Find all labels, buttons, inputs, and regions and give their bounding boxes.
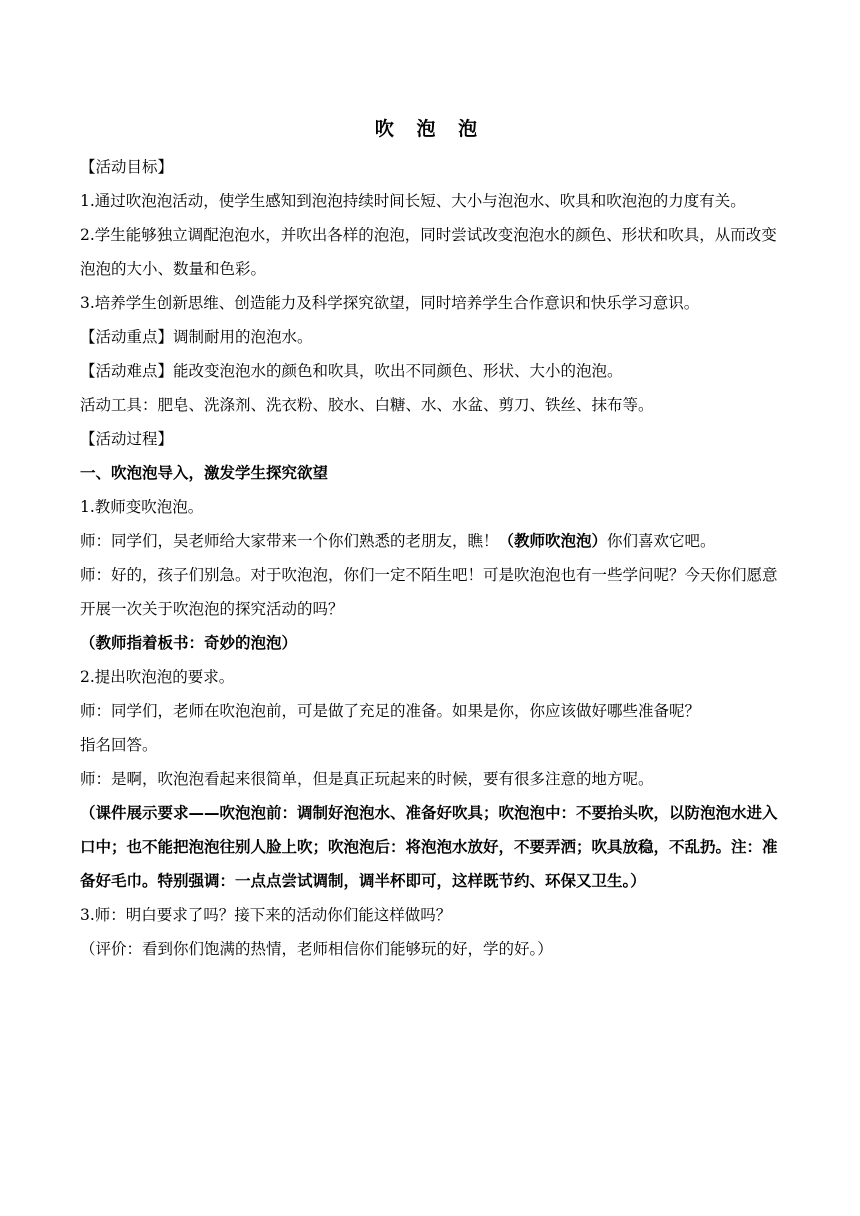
teacher-action-note: （教师吹泡泡） [498, 532, 608, 550]
teacher-line-1-start: 师：同学们，吴老师给大家带来一个你们熟悉的老朋友，瞧！ [80, 532, 499, 550]
key-point [80, 320, 782, 354]
goals-heading: 【活动目标】 [80, 158, 174, 176]
step-3: 3.师：明白要求了吗？接下来的活动你们能这样做吗？ [80, 906, 452, 924]
tools-line: 活动工具：肥皂、洗涤剂、洗衣粉、胶水、白糖、水、水盆、剪刀、铁丝、抹布等。 [80, 396, 654, 414]
goal-3: 3.培养学生创新思维、创造能力及科学探究欲望，同时培养学生合作意识和快乐学习意识。 [80, 294, 700, 312]
board-note: （教师指着板书：奇妙的泡泡） [80, 634, 298, 652]
courseware-note: （课件展示要求——吹泡泡前：调制好泡泡水、准备好吹具；吹泡泡中：不要抬头吹，以防泡泡水进入口中；也不能把泡泡往别人脸上吹；吹泡泡后：将泡泡水放好，不要弄洒；吹具放稳，不乱扔。注：准备好毛巾。特别强调：一点点尝试调制，调半杯即可，这样既节约、环保又卫生。） [80, 804, 778, 890]
teacher-line-4: 师：是啊，吹泡泡看起来很简单，但是真正玩起来的时候，要有很多注意的地方呢。 [80, 770, 654, 788]
step-2: 2.提出吹泡泡的要求。 [80, 668, 235, 686]
goal-1: 1.通过吹泡泡活动，使学生感知到泡泡持续时间长短、大小与泡泡水、吹具和吹泡泡的力度有关。 [80, 192, 746, 210]
document-title: 吹 泡 泡 [374, 118, 486, 140]
evaluation-note: （评价：看到你们饱满的热情，老师相信你们能够玩的好，学的好。） [80, 940, 553, 958]
document-body [80, 150, 782, 966]
section-1-heading: 一、吹泡泡导入，激发学生探究欲望 [80, 464, 329, 482]
process-heading: 【活动过程】 [80, 430, 174, 448]
step-1: 1.教师变吹泡泡。 [80, 498, 204, 516]
teacher-line-3: 师：同学们，老师在吹泡泡前，可是做了充足的准备。如果是你，你应该做好哪些准备呢？ [80, 702, 701, 720]
teacher-line-1 [80, 524, 782, 558]
difficulty-point [80, 354, 782, 388]
answer-note: 指名回答。 [80, 736, 158, 754]
difficulty-text: 能改变泡泡水的颜色和吹具，吹出不同颜色、形状、大小的泡泡。 [173, 362, 623, 380]
difficulty-label: 【活动难点】 [80, 362, 174, 380]
key-point-label: 【活动重点】 [80, 328, 174, 346]
key-point-text: 调制耐用的泡泡水。 [173, 328, 313, 346]
teacher-line-1-end: 你们喜欢它吧。 [607, 532, 716, 550]
teacher-line-2: 师：好的，孩子们别急。对于吹泡泡，你们一定不陌生吧！可是吹泡泡也有一些学问呢？今天你们愿意开展一次关于吹泡泡的探究活动的吗？ [80, 566, 778, 618]
goal-2: 2.学生能够独立调配泡泡水，并吹出各样的泡泡，同时尝试改变泡泡水的颜色、形状和吹具，从而改变泡泡的大小、数量和色彩。 [80, 226, 777, 278]
